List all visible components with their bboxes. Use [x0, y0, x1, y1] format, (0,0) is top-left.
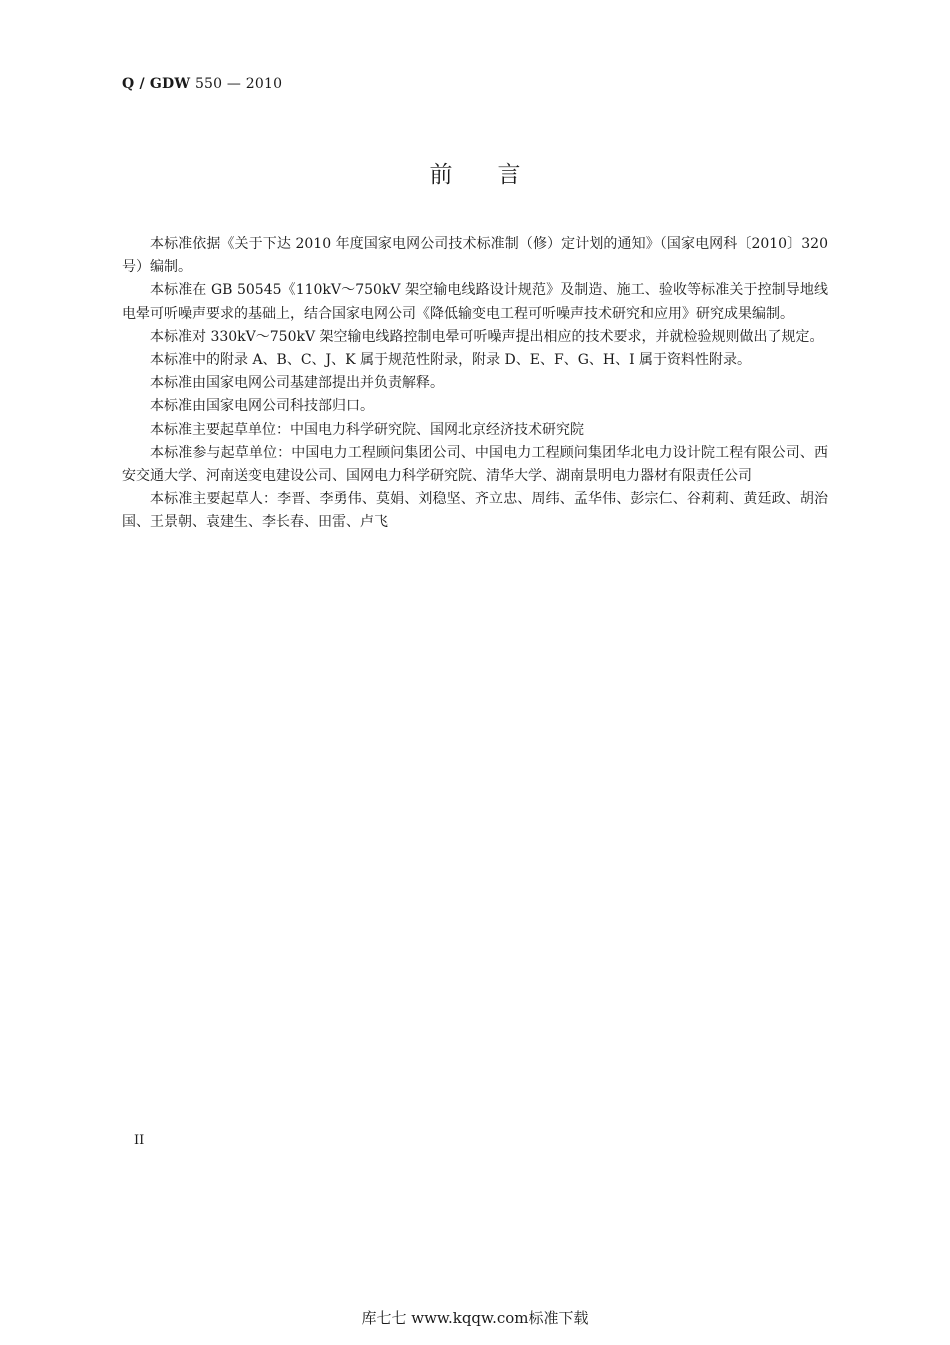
paragraph-main-drafters: 本标准主要起草人：李晋、李勇伟、莫娟、刘稳坚、齐立忠、周纬、孟华伟、彭宗仁、谷莉莉、黄廷政、胡治国、王景朝、袁建生、李长春、田雷、卢飞: [122, 491, 828, 531]
paragraph-reference-standards: 本标准在 GB 50545《110kV～750kV 架空输电线路设计规范》及制造、施工、验收等标准关于控制导地线电晕可听噪声要求的基础上，结合国家电网公司《降低输变电工程可听噪声技术研究和应用》研究成果编制。: [122, 282, 828, 322]
paragraph-basis: 本标准依据《关于下达 2010 年度国家电网公司技术标准制（修）定计划的通知》（国家电网科〔2010〕320 号）编制。: [122, 236, 828, 276]
footer-watermark: 库七七 www.kqqw.com标准下载: [361, 1309, 589, 1327]
page-number: II: [134, 1133, 145, 1148]
paragraph-scope: 本标准对 330kV～750kV 架空输电线路控制电晕可听噪声提出相应的技术要求，并就检验规则做出了规定。: [150, 328, 824, 345]
standard-code: Q / GDW: [122, 76, 191, 92]
paragraph-administrator: 本标准由国家电网公司科技部归口。: [150, 398, 374, 415]
document-header: [122, 76, 282, 92]
standard-number: 550 — 2010: [194, 76, 283, 92]
paragraph-participating-units: 本标准参与起草单位：中国电力工程顾问集团公司、中国电力工程顾问集团华北电力设计院工程有限公司、西安交通大学、河南送变电建设公司、国网电力科学研究院、清华大学、湖南景明电力器材有限责任公司: [122, 444, 828, 485]
paragraph-proposer: 本标准由国家电网公司基建部提出并负责解释。: [150, 375, 444, 392]
paragraph-appendices: 本标准中的附录 A、B、C、J、K 属于规范性附录，附录 D、E、F、G、H、I 属于资料性附录。: [150, 352, 752, 369]
page-title: 前言: [429, 162, 566, 188]
paragraph-main-drafting-units: 本标准主要起草单位：中国电力科学研究院、国网北京经济技术研究院: [150, 421, 584, 438]
foreword-body: [122, 233, 828, 535]
